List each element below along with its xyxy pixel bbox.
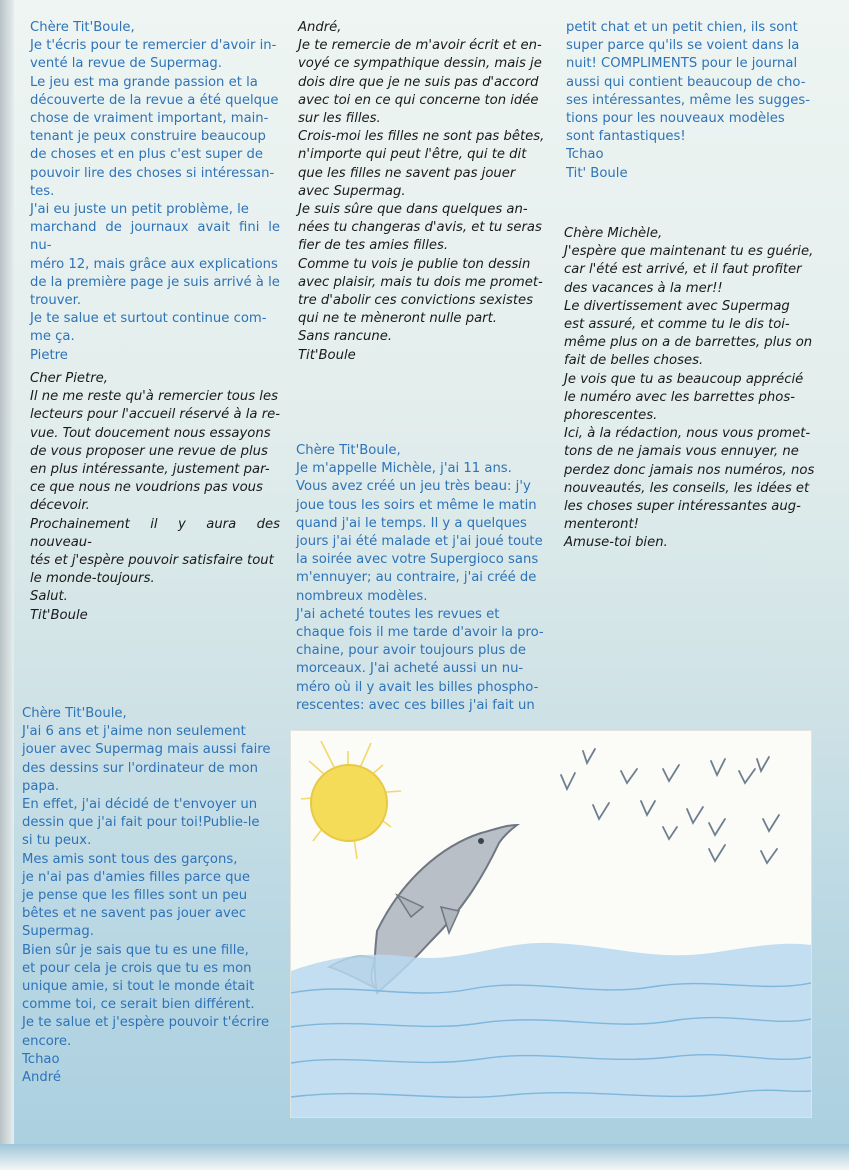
- letter-lines: [22, 705, 274, 1087]
- text-line: André,: [298, 20, 342, 35]
- text-line: des vacances à la mer!!: [564, 280, 723, 296]
- text-line: Chère Tit'Boule,: [22, 706, 127, 721]
- sea: [291, 943, 811, 1117]
- text-line: tre d'abolir ces convictions sexistes: [298, 293, 533, 309]
- child-drawing-dolphin: [290, 730, 812, 1118]
- reply-to-andre: [298, 19, 548, 365]
- text-line: jours j'ai été malade et j'ai joué toute: [296, 534, 543, 550]
- text-line: tes.: [30, 183, 55, 199]
- text-line: Le divertissement avec Supermag: [564, 298, 790, 314]
- text-line: chose de vraiment important, main-: [30, 111, 269, 127]
- text-line: avec plaisir, mais tu dois me promet-: [298, 274, 543, 290]
- text-line: découverte de la revue a été quelque: [30, 92, 279, 108]
- letter-lines: [566, 19, 816, 183]
- text-line: Crois-moi les filles ne sont pas bêtes,: [298, 129, 545, 145]
- text-line: pouvoir lire des choses si intéressan-: [30, 165, 275, 181]
- text-line: morceaux. J'ai acheté aussi un nu-: [296, 661, 524, 677]
- text-line: Je te remercie de m'avoir écrit et en-: [298, 38, 542, 54]
- text-line: Je te salue et surtout continue com-: [30, 311, 267, 327]
- text-line: J'ai eu juste un petit problème, le: [30, 202, 249, 218]
- text-line: aussi qui contient beaucoup de cho-: [566, 74, 806, 90]
- page-bottom-edge: [0, 1144, 849, 1170]
- text-line: André: [22, 1070, 61, 1086]
- text-line: avec Supermag.: [298, 183, 406, 199]
- text-line: J'espère que maintenant tu es guérie,: [564, 244, 814, 260]
- reply-lines: [30, 370, 280, 625]
- text-line: le numéro avec les barrettes phos-: [564, 389, 795, 405]
- text-line: rescentes: avec ces billes j'ai fait un: [296, 697, 535, 713]
- text-line: de vous proposer une revue de plus: [30, 443, 268, 459]
- text-line: même plus on a de barrettes, plus on: [564, 335, 813, 351]
- text-line: menteront!: [564, 517, 639, 533]
- letter-from-andre: [22, 705, 274, 1087]
- text-line: Salut.: [30, 589, 68, 605]
- text-line: je pense que les filles sont un peu: [22, 888, 248, 904]
- text-line: En effet, j'ai décidé de t'envoyer un: [22, 797, 258, 813]
- text-line: qui ne te mèneront nulle part.: [298, 311, 497, 327]
- text-line: Pietre: [30, 347, 68, 363]
- text-line: Je m'appelle Michèle, j'ai 11 ans.: [296, 461, 512, 477]
- text-line: voyé ce sympathique dessin, mais je: [298, 56, 542, 72]
- text-line: Le jeu est ma grande passion et la: [30, 74, 258, 90]
- text-line: Tit'Boule: [298, 347, 356, 363]
- text-line: la soirée avec votre Supergioco sans: [296, 552, 539, 568]
- text-line: bêtes et ne savent pas jouer avec: [22, 906, 247, 922]
- text-line: Supermag.: [22, 924, 94, 940]
- text-line: Chère Tit'Boule,: [296, 443, 401, 458]
- letter-from-pietre: [30, 19, 280, 365]
- text-line: J'ai 6 ans et j'aime non seulement: [22, 724, 246, 740]
- text-line: Sans rancune.: [298, 329, 393, 345]
- text-line: que les filles ne savent pas jouer: [298, 165, 516, 181]
- text-line: super parce qu'ils se voient dans la: [566, 38, 800, 54]
- text-line: en plus intéressante, justement par-: [30, 462, 270, 478]
- text-line: des dessins sur l'ordinateur de mon: [22, 760, 258, 776]
- text-line: venté la revue de Supermag.: [30, 56, 222, 72]
- reply-to-michele: [564, 225, 816, 553]
- text-line: perdez donc jamais nos numéros, nos: [564, 462, 815, 478]
- text-line: trouver.: [30, 293, 82, 309]
- letter-lines: [296, 442, 548, 715]
- text-line: décevoir.: [30, 498, 90, 514]
- text-line: nées tu changeras d'avis, et tu seras: [298, 220, 542, 236]
- text-line: sont fantastiques!: [566, 129, 686, 145]
- text-line: lecteurs pour l'accueil réservé à la re-: [30, 407, 280, 423]
- text-line: n'importe qui peut l'être, qui te dit: [298, 147, 527, 163]
- letter-from-michele: [296, 442, 548, 715]
- text-line: tenant je peux construire beaucoup: [30, 129, 266, 145]
- page-binding-edge: [0, 0, 14, 1170]
- text-line: méro 12, mais grâce aux explications: [30, 256, 278, 272]
- text-line: Cher Pietre,: [30, 371, 108, 386]
- text-line: et pour cela je crois que tu es mon: [22, 960, 252, 976]
- text-line: Vous avez créé un jeu très beau: j'y: [296, 479, 531, 495]
- text-line: petit chat et un petit chien, ils sont: [566, 20, 798, 35]
- text-line: comme toi, ce serait bien différent.: [22, 997, 255, 1013]
- text-line: J'ai acheté toutes les revues et: [296, 606, 500, 622]
- text-line: de choses et en plus c'est super de: [30, 147, 264, 163]
- reply-lines: [298, 19, 548, 365]
- text-line: tés et j'espère pouvoir satisfaire tout: [30, 553, 274, 569]
- letter-from-michele-continued: [566, 19, 816, 183]
- text-line: chaine, pour avoir toujours plus de: [296, 643, 526, 659]
- text-line: marchand de journaux avait fini le nu-: [30, 220, 280, 254]
- text-line: Tit'Boule: [30, 607, 88, 623]
- text-line: tons de ne jamais vous ennuyer, ne: [564, 444, 799, 460]
- text-line: Mes amis sont tous des garçons,: [22, 851, 238, 867]
- text-line: sur les filles.: [298, 111, 381, 127]
- text-line: Je t'écris pour te remercier d'avoir in-: [30, 38, 277, 54]
- text-line: quand j'ai le temps. Il y a quelques: [296, 515, 527, 531]
- text-line: vue. Tout doucement nous essayons: [30, 425, 271, 441]
- text-line: nuit! COMPLIMENTS pour le journal: [566, 56, 798, 72]
- text-line: Amuse-toi bien.: [564, 535, 668, 551]
- text-line: le monde-toujours.: [30, 571, 155, 587]
- text-line: méro où il y avait les billes phospho-: [296, 679, 539, 695]
- text-line: fier de tes amies filles.: [298, 238, 449, 254]
- text-line: tions pour les nouveaux modèles: [566, 111, 785, 127]
- text-line: phorescentes.: [564, 408, 658, 424]
- text-line: nombreux modèles.: [296, 588, 428, 604]
- text-line: chaque fois il me tarde d'avoir la pro-: [296, 625, 544, 641]
- text-line: me ça.: [30, 329, 75, 345]
- birds: [561, 749, 779, 863]
- text-line: Je suis sûre que dans quelques an-: [298, 202, 528, 218]
- text-line: avec toi en ce qui concerne ton idée: [298, 92, 539, 108]
- text-line: Ici, à la rédaction, nous vous promet-: [564, 426, 811, 442]
- text-line: encore.: [22, 1033, 72, 1049]
- letter-lines: [30, 19, 280, 365]
- reply-to-pietre: [30, 370, 280, 625]
- text-line: Tit' Boule: [566, 165, 628, 181]
- text-line: Chère Michèle,: [564, 226, 663, 241]
- text-line: Je vois que tu as beaucoup apprécié: [564, 371, 804, 387]
- text-line: Tchao: [566, 147, 604, 163]
- text-line: est assuré, et comme tu le dis toi-: [564, 317, 790, 333]
- text-line: Je te salue et j'espère pouvoir t'écrire: [22, 1015, 270, 1031]
- text-line: Tchao: [22, 1051, 60, 1067]
- text-line: joue tous les soirs et même le matin: [296, 497, 537, 513]
- text-line: jouer avec Supermag mais aussi faire: [22, 742, 271, 758]
- text-line: unique amie, si tout le monde était: [22, 979, 255, 995]
- text-line: nouveautés, les conseils, les idées et: [564, 480, 810, 496]
- text-line: fait de belles choses.: [564, 353, 704, 369]
- text-line: si tu peux.: [22, 833, 92, 849]
- text-line: ses intéressantes, même les sugges-: [566, 92, 810, 108]
- reply-lines: [564, 225, 816, 553]
- text-line: m'ennuyer; au contraire, j'ai créé de: [296, 570, 537, 586]
- text-line: ce que nous ne voudrions pas vous: [30, 480, 263, 496]
- text-line: Bien sûr je sais que tu es une fille,: [22, 942, 249, 958]
- text-line: papa.: [22, 778, 60, 794]
- text-line: Il ne me reste qu'à remercier tous les: [30, 389, 278, 405]
- text-line: car l'été est arrivé, et il faut profiter: [564, 262, 802, 278]
- text-line: Prochainement il y aura des nouveau-: [30, 516, 280, 550]
- text-line: je n'ai pas d'amies filles parce que: [22, 869, 250, 885]
- text-line: les choses super intéressantes aug-: [564, 499, 801, 515]
- sun: [311, 765, 387, 841]
- text-line: Chère Tit'Boule,: [30, 20, 135, 35]
- text-line: dessin que j'ai fait pour toi!Publie-le: [22, 815, 260, 831]
- text-line: de la première page je suis arrivé à le: [30, 274, 280, 290]
- text-line: dois dire que je ne suis pas d'accord: [298, 74, 539, 90]
- text-line: Comme tu vois je publie ton dessin: [298, 256, 531, 272]
